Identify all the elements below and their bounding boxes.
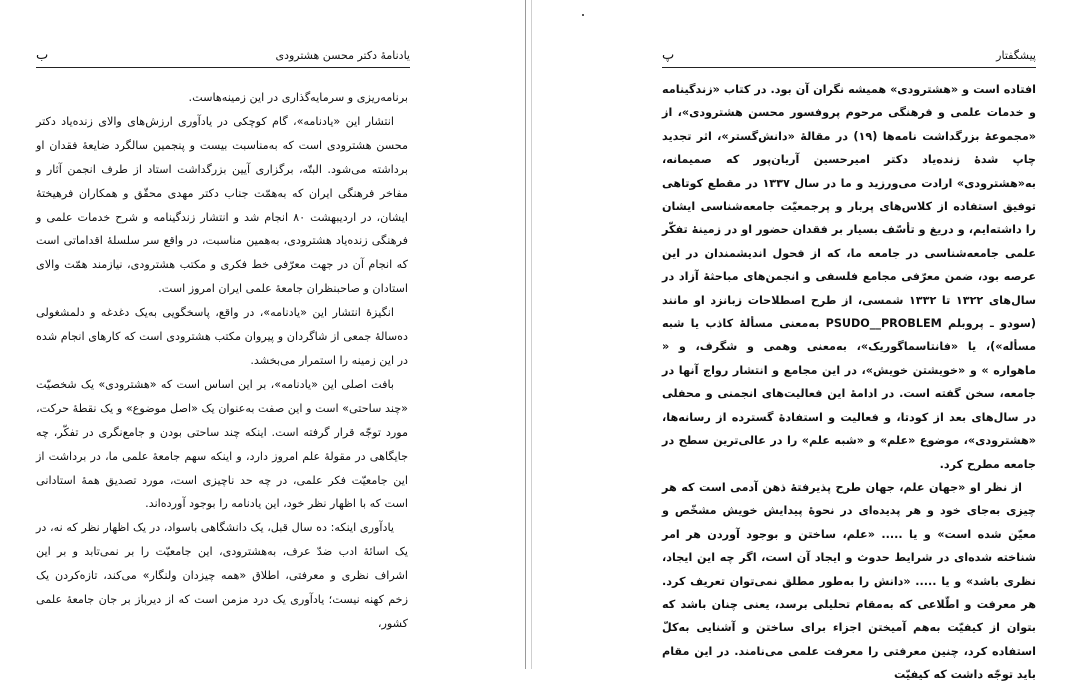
paragraph: انتشار این «یادنامه»، گام کوچکی در یادآوری ارزش‌های والای زنده‌یاد دکتر محسن هشترودی است که به‌مناسبت بیست و پنجمین سالگرد ضایعهٔ فقدان او برداشته می‌شود. البتّه، برگزاری آیین بزرگداشت استاد از طرف انجمن آثار و مفاخر فرهنگی ایران که به‌همّت جناب دکتر مهدی محقّق و همکاران فرهیختهٔ ایشان، در اردیبهشت ۸۰ انجام شد و انتشار زندگینامه و شرح خدمات علمی و فرهنگی زنده‌یاد هشترودی، به‌همین مناسبت، در واقع سر سلسلهٔ اقداماتی است که انجام آن در جهت معرّفی خط فکری و مکتب هشترودی، نیازمند همّت والای استادان و صاحبنظران جامعهٔ علمی ایران امروز است. [36, 114, 408, 296]
right-page [532, 0, 1079, 682]
paragraph: برنامه‌ریزی و سرمایه‌گذاری در این زمینه‌هاست. [188, 91, 408, 104]
header-rule [662, 67, 1036, 68]
left-page [0, 0, 524, 669]
running-head [662, 48, 1036, 66]
paragraph: انگیزهٔ انتشار این «یادنامه»، در واقع، پاسخگویی به‌یک دغدغه و دلمشغولی ده‌سالهٔ جمعی از شاگردان و پیروان مکتب هشترودی است که کارهای انجام شده در این زمینه را استمرار می‌بخشد. [36, 306, 408, 367]
scan-speck [582, 14, 584, 16]
running-head [36, 48, 410, 66]
page-number: پ [662, 48, 675, 63]
page-number: ب [36, 48, 49, 63]
page-gutter [525, 0, 526, 669]
paragraph: از نظر او «جهان علم، جهان طرح پذیرفتهٔ ذهن آدمی است که هر چیزی به‌جای خود و هر پدیده‌ای در نحوهٔ پیدایش خویش مشخّص و معیّن شده است» و یا ..... «علم، ساختن و بوجود آوردن هر امر شناخته شده‌ای در شرایط حدوث و ایجاد آن است، اگر چه این ایجاد، نظری باشد» و یا ..... «دانش را به‌طور مطلق نمی‌توان تعریف کرد. هر معرفت و اطّلاعی که به‌مقام تحلیلی برسد، یعنی چنان باشد که بتوان از کیفیّت به‌هم آمیختن اجزاء برای ساختن و آشنایی به‌کلّ استفاده کرد، چنین معرفتی را معرفت علمی می‌نامند. در این مقام باید توجّه داشت که کیفیّت [662, 480, 1036, 682]
paragraph: یادآوری اینکه: ده سال قبل، یک دانشگاهی باسواد، در یک اظهار نظر که نه، در یک اسائهٔ ادب ضدّ عرف، به‌هشترودی، این جامعیّت را بر نمی‌تابد و بر این اشراف نظری و معرفتی، اطلاق «همه چیزدان ولنگار» می‌کند، تازه‌کردن یک زخم کهنه نیست؛ یادآوری یک درد مزمن است که از دیرباز بر جان جامعهٔ علمی کشور، [36, 521, 408, 630]
running-title: یادنامهٔ دکتر محسن هشترودی [275, 49, 410, 62]
running-title: پیشگفتار [996, 49, 1036, 62]
header-rule [36, 67, 410, 68]
paragraph: افتاده است و «هشترودی» همیشه نگران آن بود. در کتاب «زندگینامه و خدمات علمی و فرهنگی مرحوم پروفسور محسن هشترودی»، از «مجموعهٔ بزرگداشت نامه‌ها (۱۹) در مقالهٔ «دانش‌گستر»، اثر تجدید چاپ شدهٔ زنده‌یاد دکتر امیرحسین آریان‌پور که صمیمانه، به«هشترودی» ارادت می‌ورزید و ما در سال ۱۳۳۷ در مقطع کوتاهی توفیق استفاده از کلاس‌های پربار و پرجمعیّت جامعه‌شناسی ایشان را داشته‌ایم، و دریغ و تأسّف بسیار بر فقدان حضور او در زمینهٔ تفکّر علمی جامعه‌شناسی در جامعه ما، که از فحول اندیشمندان در این عرصه بود، ضمن معرّفی مجامع فلسفی و انجمن‌های مباحثهٔ آزاد در سال‌های ۱۳۲۲ تا ۱۳۳۲ شمسی، از طرح اصطلاحات زبانزد او مانند (سودو ـ پروبلم PSUDO__PROBLEM به‌معنی مسألهٔ کاذب یا شبه مسأله»)، یا «فانتاسماگوریک»، به‌معنی وهمی و شگرف، و « ماهواره » و «خویشتن خویش»، در این مجامع و انتشار رواج آنها در جامعه، سخن گفته است. در ادامهٔ این فعالیت‌های انجمنی و محفلی در سال‌های بعد از کودتا، و فعالیت و استفادهٔ گسترده از رسانه‌ها، «هشترودی»، موضوع «علم» و «شبه علم» را در عالی‌ترین سطح در جامعه مطرح کرد. [662, 83, 1036, 471]
body-text [36, 86, 408, 636]
body-text [662, 78, 1036, 687]
paragraph: بافت اصلی این «یادنامه»، بر این اساس است که «هشترودی» یک شخصیّت «چند ساحتی» است و این صفت به‌عنوان یک «اصل موضوع» و یک نقطهٔ حرکت، مورد توجّه قرار گرفته است. اینکه چند ساحتی بودن و جامع‌نگری در تفکّر، چه جایگاهی در مقولهٔ علم امروز دارد، و اینکه سهم جامعهٔ علمی ما، در برداشت از این جامعیّت فکر علمی، در چه حد ناچیزی است، مورد تصدیق همهٔ استادانی است که با اظهار نظر خود، این یادنامه را بوجود آورده‌اند. [36, 377, 408, 511]
